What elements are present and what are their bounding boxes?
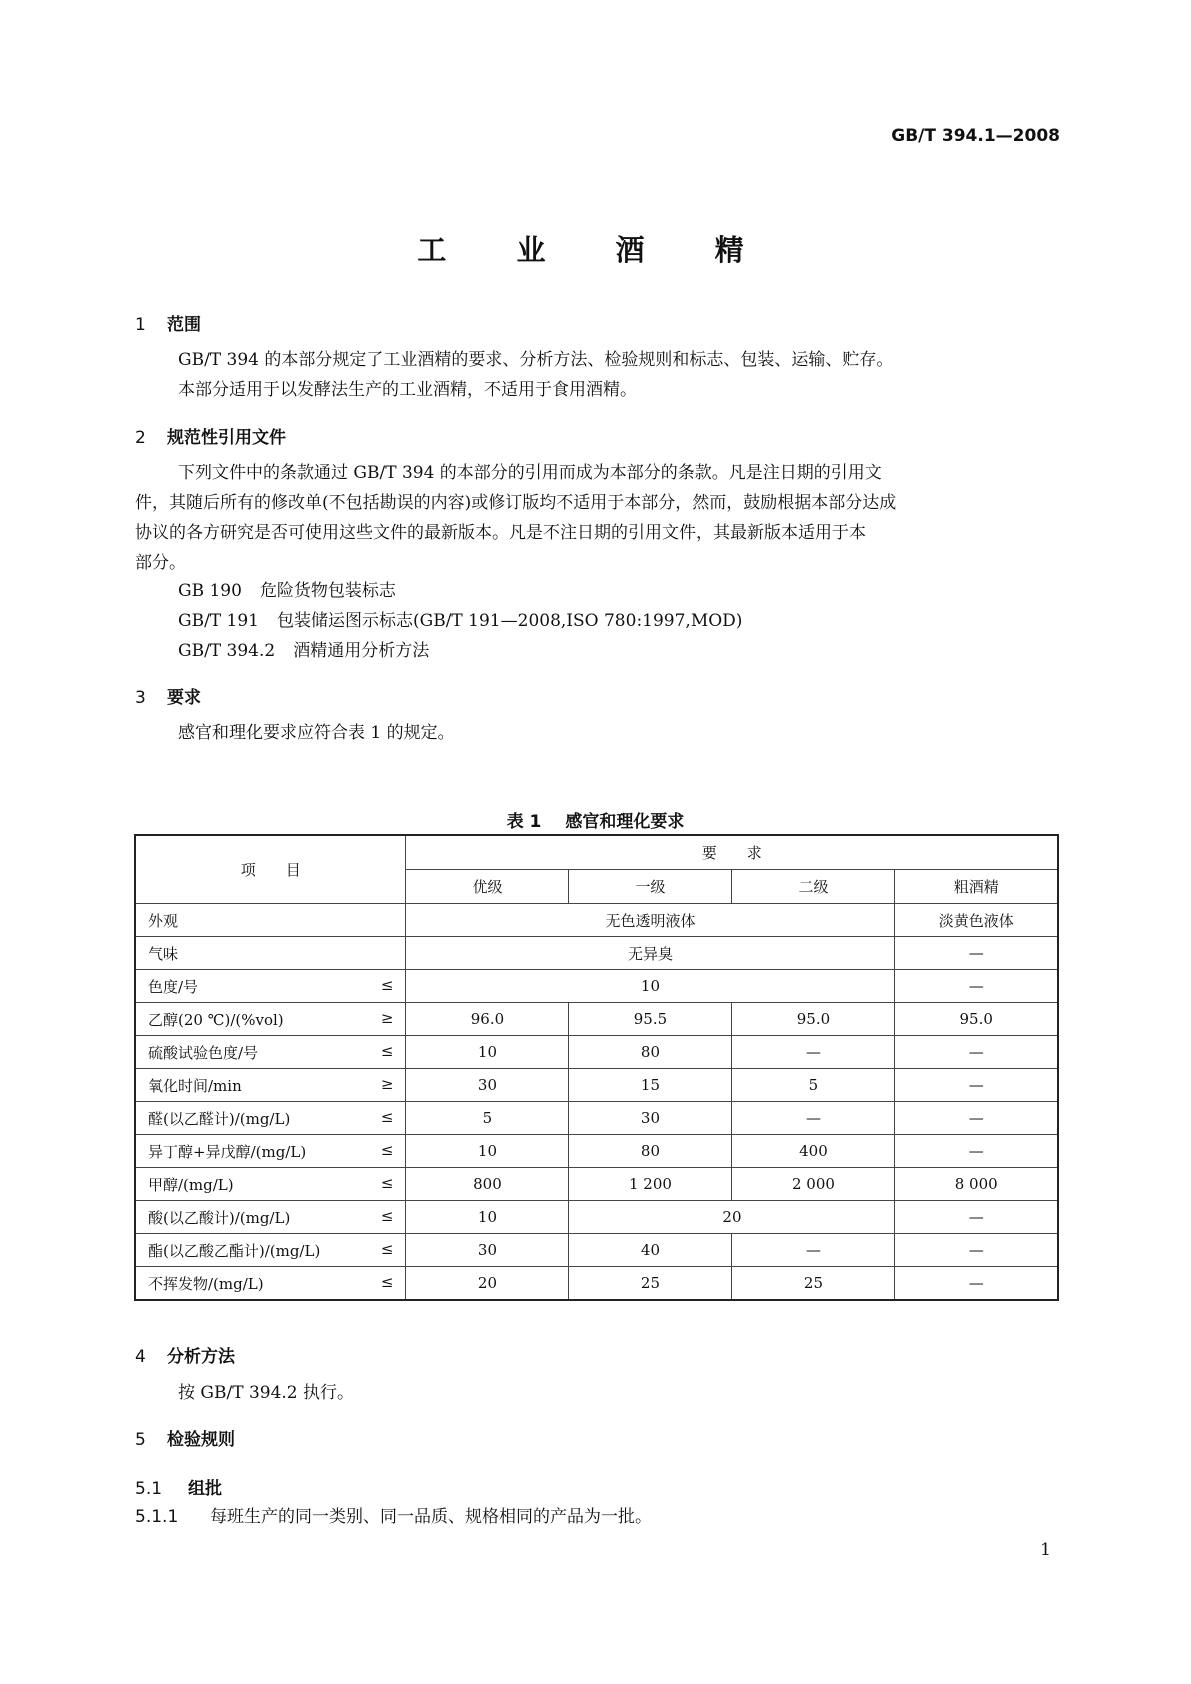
cell: 10 (406, 1135, 569, 1168)
section-1-heading (135, 310, 201, 335)
cell: 5 (406, 1102, 569, 1135)
document-title: 工 业 酒 精 (417, 233, 774, 267)
row-label: 酸(以乙酸计)/(mg/L) ≤ (135, 1201, 406, 1234)
section-number: 4 (135, 1347, 146, 1367)
paragraph-line: 件，其随后所有的修改单(不包括勘误的内容)或修订版均不适用于本部分，然而，鼓励根据本部分达成 (135, 493, 897, 513)
cell: 25 (569, 1267, 732, 1301)
cell: 30 (406, 1234, 569, 1267)
clause-number: 5.1.1 (135, 1507, 179, 1527)
paragraph-line: 部分。 (135, 553, 186, 573)
paragraph: GB/T 394 的本部分规定了工业酒精的要求、分析方法、检验规则和标志、包装、运输、贮存。 (178, 350, 894, 370)
cell: 96.0 (406, 1003, 569, 1036)
table-row (135, 1135, 1058, 1168)
section-4-heading (135, 1342, 235, 1367)
cell: — (895, 1201, 1058, 1234)
cell: — (895, 1102, 1058, 1135)
cell: 95.0 (732, 1003, 895, 1036)
cell: 400 (732, 1135, 895, 1168)
reference-code: GB/T 394.2 (178, 641, 276, 661)
table-row (135, 1102, 1058, 1135)
cell: — (895, 1234, 1058, 1267)
grade-header: 二级 (732, 870, 895, 904)
cell: 30 (569, 1102, 732, 1135)
cell: — (895, 970, 1058, 1003)
table-row (135, 1168, 1058, 1201)
cell: — (895, 1036, 1058, 1069)
cell: 8 000 (895, 1168, 1058, 1201)
table-number: 表 1 (506, 812, 542, 832)
clause-5-1-1 (135, 1502, 1058, 1532)
section-2-heading (135, 423, 286, 448)
section-title: 规范性引用文件 (167, 428, 286, 448)
table-row (135, 1003, 1058, 1036)
paragraph: 按 GB/T 394.2 执行。 (178, 1383, 355, 1403)
section-number: 1 (135, 315, 146, 335)
paragraph-line: 协议的各方研究是否可使用这些文件的最新版本。凡是不注日期的引用文件，其最新版本适用于本 (135, 523, 866, 543)
row-label: 异丁醇+异戊醇/(mg/L) ≤ (135, 1135, 406, 1168)
section-title: 范围 (167, 315, 201, 335)
section-title: 检验规则 (167, 1430, 235, 1450)
cell: 95.5 (569, 1003, 732, 1036)
header-requirements: 要 求 (406, 835, 1058, 870)
cell: — (732, 1102, 895, 1135)
section-5-heading (135, 1425, 235, 1450)
cell: 25 (732, 1267, 895, 1301)
paragraph: 本部分适用于以发酵法生产的工业酒精，不适用于食用酒精。 (178, 380, 637, 400)
cell: 10 (406, 1036, 569, 1069)
cell: 淡黄色液体 (895, 904, 1058, 937)
grade-header: 优级 (406, 870, 569, 904)
cell: — (895, 1069, 1058, 1102)
cell: 20 (569, 1201, 895, 1234)
grade-header: 粗酒精 (895, 870, 1058, 904)
standard-number: GB/T 394.1—2008 (891, 126, 1060, 146)
page-number: 1 (1040, 1540, 1051, 1560)
cell: 80 (569, 1036, 732, 1069)
cell: 5 (732, 1069, 895, 1102)
table-title: 感官和理化要求 (565, 812, 685, 832)
row-label: 乙醇(20 ℃)/(%vol) ≥ (135, 1003, 406, 1036)
section-title: 要求 (167, 688, 201, 708)
clause-text: 每班生产的同一类别、同一品质、规格相同的产品为一批。 (210, 1507, 652, 1527)
requirements-table (134, 834, 1059, 1301)
cell: 30 (406, 1069, 569, 1102)
reference-item (178, 576, 396, 601)
cell: — (895, 1267, 1058, 1301)
table-row (135, 1267, 1058, 1301)
subsection-title: 组批 (188, 1479, 222, 1499)
cell: — (732, 1234, 895, 1267)
cell: 800 (406, 1168, 569, 1201)
grade-header: 一级 (569, 870, 732, 904)
row-label: 醛(以乙醛计)/(mg/L) ≤ (135, 1102, 406, 1135)
paragraph: 感官和理化要求应符合表 1 的规定。 (178, 723, 455, 743)
table-row (135, 937, 1058, 970)
table-row (135, 1201, 1058, 1234)
table-row (135, 970, 1058, 1003)
reference-item (178, 606, 742, 631)
cell: 10 (406, 970, 895, 1003)
section-number: 5 (135, 1430, 146, 1450)
cell: 80 (569, 1135, 732, 1168)
header-item: 项 目 (135, 835, 406, 904)
cell: 40 (569, 1234, 732, 1267)
table-row (135, 904, 1058, 937)
reference-code: GB 190 (178, 581, 242, 601)
cell: — (895, 937, 1058, 970)
reference-title: 包装储运图示标志(GB/T 191—2008,ISO 780:1997,MOD) (277, 611, 743, 631)
section-number: 3 (135, 688, 146, 708)
paragraph-line: 下列文件中的条款通过 GB/T 394 的本部分的引用而成为本部分的条款。凡是注日期的引用文 (178, 463, 882, 483)
reference-code: GB/T 191 (178, 611, 259, 631)
row-label: 不挥发物/(mg/L) ≤ (135, 1267, 406, 1301)
cell: 20 (406, 1267, 569, 1301)
subsection-number: 5.1 (135, 1479, 163, 1499)
cell: 10 (406, 1201, 569, 1234)
row-label: 甲醇/(mg/L) ≤ (135, 1168, 406, 1201)
cell: 15 (569, 1069, 732, 1102)
section-title: 分析方法 (167, 1347, 235, 1367)
cell: 2 000 (732, 1168, 895, 1201)
row-label: 酯(以乙酸乙酯计)/(mg/L) ≤ (135, 1234, 406, 1267)
cell: 1 200 (569, 1168, 732, 1201)
table-row (135, 1234, 1058, 1267)
section-3-heading (135, 683, 201, 708)
row-label: 外观 (135, 904, 406, 937)
section-number: 2 (135, 428, 146, 448)
row-label: 硫酸试验色度/号 ≤ (135, 1036, 406, 1069)
reference-item (178, 636, 429, 661)
cell: 无异臭 (406, 937, 895, 970)
cell: — (732, 1036, 895, 1069)
table-row (135, 1069, 1058, 1102)
row-label: 气味 (135, 937, 406, 970)
cell: — (895, 1135, 1058, 1168)
cell: 95.0 (895, 1003, 1058, 1036)
cell: 无色透明液体 (406, 904, 895, 937)
table-header-row (135, 835, 1058, 870)
reference-title: 危险货物包装标志 (259, 581, 396, 601)
table-caption (0, 807, 1191, 832)
row-label: 氧化时间/min ≥ (135, 1069, 406, 1102)
row-label: 色度/号 ≤ (135, 970, 406, 1003)
table-row (135, 1036, 1058, 1069)
subsection-5-1-heading (135, 1474, 222, 1499)
reference-title: 酒精通用分析方法 (293, 641, 430, 661)
